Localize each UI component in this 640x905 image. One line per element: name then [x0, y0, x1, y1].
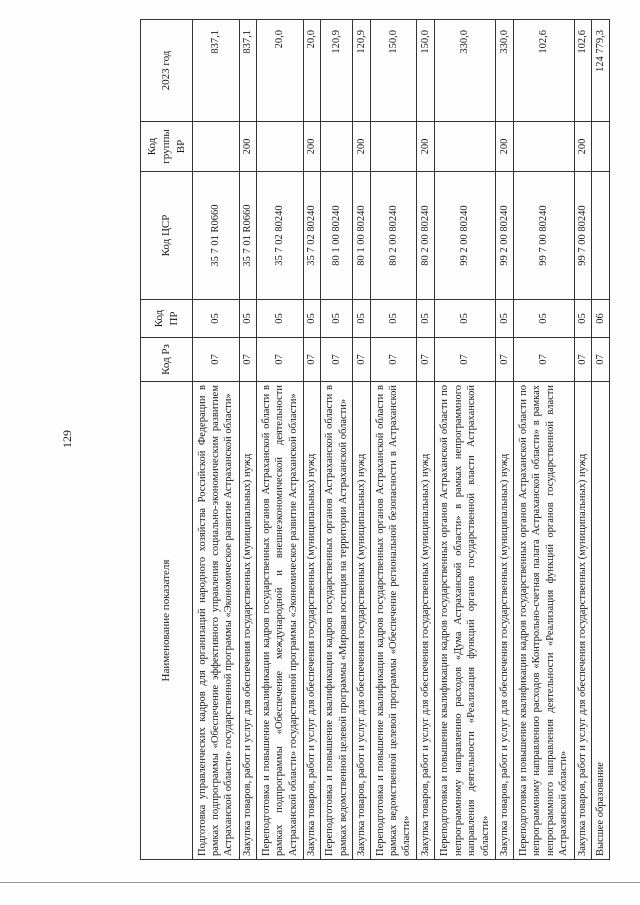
cell-pr: 05	[321, 300, 353, 338]
cell-value: 150,0	[417, 20, 435, 122]
cell-name: Высшее образование	[592, 382, 610, 860]
cell-pr: 05	[435, 300, 496, 338]
cell-value: 837,1	[239, 20, 257, 122]
cell-vr: 200	[574, 122, 592, 172]
cell-name: Закупка товаров, работ и услуг для обеспечения государственных (муниципальных) нужд	[353, 382, 371, 860]
header-csr: Код ЦСР	[141, 172, 193, 300]
cell-rz: 07	[592, 338, 610, 382]
cell-value: 150,0	[370, 20, 417, 122]
table-row	[370, 20, 417, 860]
cell-vr	[592, 122, 610, 172]
cell-pr: 05	[239, 300, 257, 338]
table-row	[435, 20, 496, 860]
cell-csr: 99 2 00 80240	[496, 172, 514, 300]
cell-name: Закупка товаров, работ и услуг для обеспечения государственных (муниципальных) нужд	[303, 382, 321, 860]
cell-csr: 35 7 01 R0660	[239, 172, 257, 300]
cell-value: 20,0	[303, 20, 321, 122]
table-row	[193, 20, 240, 860]
cell-rz: 07	[574, 338, 592, 382]
cell-value: 120,9	[321, 20, 353, 122]
cell-rz: 07	[303, 338, 321, 382]
header-year: 2023 год	[141, 20, 193, 122]
cell-rz: 07	[239, 338, 257, 382]
cell-csr: 35 7 02 80240	[257, 172, 304, 300]
cell-name: Закупка товаров, работ и услуг для обеспечения государственных (муниципальных) нужд	[417, 382, 435, 860]
cell-name: Переподготовка и повышение квалификации кадров государственных органов Астраханской области в рамках ведомственной целевой программы «Обеспечение региональной безопасности в Астраханской области»	[370, 382, 417, 860]
budget-table	[140, 19, 610, 860]
cell-value: 20,0	[257, 20, 304, 122]
table-row	[592, 20, 610, 860]
cell-name: Закупка товаров, работ и услуг для обеспечения государственных (муниципальных) нужд	[239, 382, 257, 860]
table-body	[193, 20, 610, 860]
cell-csr: 99 7 00 80240	[574, 172, 592, 300]
cell-csr: 35 7 02 80240	[303, 172, 321, 300]
cell-rz: 07	[193, 338, 240, 382]
cell-value: 120,9	[353, 20, 371, 122]
cell-name: Переподготовка и повышение квалификации кадров государственных органов Астраханской области по непрограммному направлению расходов «Дума Астраханской области» в рамках непрограммного направления деятельности «Реализация функций органов государственной власти Астраханской области»	[435, 382, 496, 860]
cell-name: Подготовка управленческих кадров для организаций народного хозяйства Российской Федерации в рамках подпрограммы «Обеспечение эффективного управления социально-экономическим развитием Астраханской области» государственной программы «Экономическое развитие Астраханской области»	[193, 382, 240, 860]
cell-value: 124 779,3	[592, 20, 610, 122]
cell-rz: 07	[321, 338, 353, 382]
cell-pr: 06	[592, 300, 610, 338]
cell-vr	[257, 122, 304, 172]
cell-vr	[321, 122, 353, 172]
rotated-page	[140, 20, 610, 860]
cell-pr: 05	[417, 300, 435, 338]
header-name: Наименование показателя	[141, 382, 193, 860]
cell-csr: 99 2 00 80240	[435, 172, 496, 300]
cell-pr: 05	[496, 300, 514, 338]
cell-pr: 05	[513, 300, 574, 338]
cell-vr: 200	[239, 122, 257, 172]
cell-csr: 80 2 00 80240	[370, 172, 417, 300]
cell-csr: 80 1 00 80240	[321, 172, 353, 300]
cell-pr: 05	[370, 300, 417, 338]
header-row	[141, 20, 193, 860]
cell-value: 102,6	[574, 20, 592, 122]
cell-csr	[592, 172, 610, 300]
cell-vr: 200	[353, 122, 371, 172]
cell-value: 837,1	[193, 20, 240, 122]
cell-value: 330,0	[435, 20, 496, 122]
table-row	[257, 20, 304, 860]
cell-rz: 07	[417, 338, 435, 382]
cell-name: Закупка товаров, работ и услуг для обеспечения государственных (муниципальных) нужд	[574, 382, 592, 860]
table-row	[353, 20, 371, 860]
table-row	[239, 20, 257, 860]
cell-rz: 07	[435, 338, 496, 382]
cell-name: Закупка товаров, работ и услуг для обеспечения государственных (муниципальных) нужд	[496, 382, 514, 860]
header-vr: Код группы ВР	[141, 122, 193, 172]
table-row	[513, 20, 574, 860]
table-row	[496, 20, 514, 860]
cell-rz: 07	[513, 338, 574, 382]
cell-value: 102,6	[513, 20, 574, 122]
page-number: 129	[60, 430, 74, 448]
cell-value: 330,0	[496, 20, 514, 122]
cell-name: Переподготовка и повышение квалификации кадров государственных органов Астраханской области по непрограммному направлению расходов «Контрольно-счетная палата Астраханской области» в рамках непрограммного направления деятельности «Реализация функций органов государственной власти Астраханской области»	[513, 382, 574, 860]
cell-pr: 05	[353, 300, 371, 338]
cell-csr: 99 7 00 80240	[513, 172, 574, 300]
cell-vr	[370, 122, 417, 172]
header-rz: Код Рз	[141, 338, 193, 382]
cell-rz: 07	[496, 338, 514, 382]
cell-rz: 07	[353, 338, 371, 382]
table-row	[303, 20, 321, 860]
cell-vr	[513, 122, 574, 172]
cell-vr: 200	[496, 122, 514, 172]
cell-rz: 07	[257, 338, 304, 382]
cell-name: Переподготовка и повышение квалификации кадров государственных органов Астраханской области в рамках подпрограммы «Обеспечение международной и внешнеэкономической деятельности Астраханской области» государственной программы «Экономическое развитие Астраханской области»	[257, 382, 304, 860]
cell-vr	[193, 122, 240, 172]
table-row	[321, 20, 353, 860]
cell-vr: 200	[303, 122, 321, 172]
cell-name: Переподготовка и повышение квалификации кадров государственных органов Астраханской области в рамках ведомственной целевой программы «Мировая юстиция на территории Астраханской области»	[321, 382, 353, 860]
cell-pr: 05	[574, 300, 592, 338]
cell-vr	[435, 122, 496, 172]
header-pr: Код ПР	[141, 300, 193, 338]
table-row	[574, 20, 592, 860]
cell-pr: 05	[257, 300, 304, 338]
page-bottom-rule	[0, 882, 640, 883]
cell-csr: 80 1 00 80240	[353, 172, 371, 300]
cell-vr: 200	[417, 122, 435, 172]
cell-csr: 35 7 01 R0660	[193, 172, 240, 300]
cell-pr: 05	[303, 300, 321, 338]
cell-rz: 07	[370, 338, 417, 382]
cell-pr: 05	[193, 300, 240, 338]
cell-csr: 80 2 00 80240	[417, 172, 435, 300]
table-row	[417, 20, 435, 860]
